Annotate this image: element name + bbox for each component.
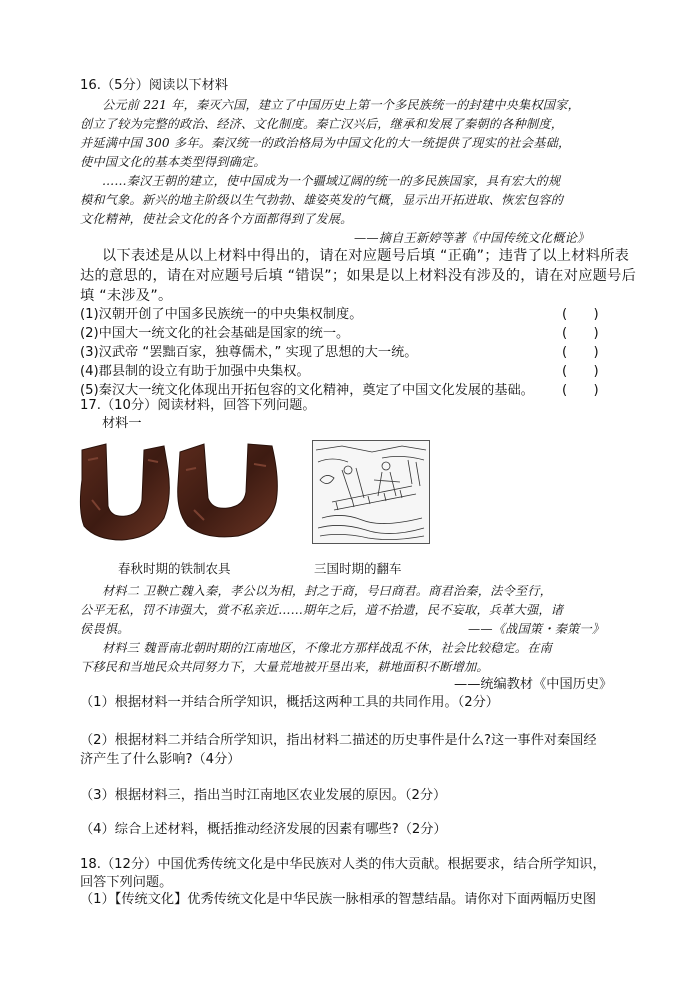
- q17-material2-line: 侯畏惧。: [80, 622, 130, 636]
- q16-header: 16.（5分）阅读以下材料: [80, 78, 229, 93]
- q17-question-2: （2）根据材料二并结合所学知识，指出材料二描述的历史事件是什么?这一事件对秦国经: [80, 733, 597, 748]
- answer-blank[interactable]: ( ): [562, 364, 599, 379]
- answer-blank[interactable]: ( ): [562, 383, 599, 398]
- answer-blank[interactable]: ( ): [562, 345, 599, 360]
- q17-material2-source: ——《战国策・秦策一》: [468, 622, 605, 636]
- q16-instruction-line: 填 “未涉及”。: [80, 288, 173, 304]
- q17-material3-source: ——统编教材《中国历史》: [454, 677, 613, 692]
- q16-source: ——摘自王新婷等著《中国传统文化概论》: [354, 231, 590, 245]
- q17-question-3: （3）根据材料三，指出当时江南地区农业发展的原因。（2分）: [80, 788, 447, 803]
- q17-material3-line: 材料三 魏晋南北朝时期的江南地区，不像北方那样战乱不休，社会比较稳定。在南: [102, 641, 553, 655]
- q16-item-4: (4)郡县制的设立有助于加强中央集权。: [80, 364, 310, 379]
- q16-item-1: (1)汉朝开创了中国多民族统一的中央集权制度。: [80, 307, 363, 322]
- caption-water-wheel: 三国时期的翻车: [314, 561, 402, 576]
- q16-material-line: 创立了较为完整的政治、经济、文化制度。秦亡汉兴后，继承和发展了秦朝的各种制度，: [80, 117, 564, 131]
- q16-material-line: 文化精神，使社会文化的各个方面都得到了发展。: [80, 212, 353, 226]
- q17-material2-line: 材料二 卫鞅亡魏入秦，孝公以为相，封之于商，号曰商君。商君治秦，法令至行，: [102, 584, 553, 598]
- q17-question-4: （4）综合上述材料，概括推动经济发展的因素有哪些?（2分）: [80, 822, 447, 837]
- q17-material3-line: 下移民和当地民众共同努力下，大量荒地被开垦出来，耕地面积不断增加。: [80, 660, 489, 674]
- q17-material1-label: 材料一: [102, 416, 142, 431]
- q17-question-2-cont: 济产生了什么影响?（4分）: [80, 752, 241, 767]
- q16-item-5: (5)秦汉大一统文化体现出开拓包容的文化精神，奠定了中国文化发展的基础。: [80, 383, 534, 398]
- q16-instruction-line: 达的意思的，请在对应题号后填 “错误”；如果是以上材料没有涉及的，请在对应题号后: [80, 268, 637, 284]
- q16-material-line: 模和气象。新兴的地主阶级以生气勃勃、雄姿英发的气概，显示出开拓进取、恢宏包容的: [80, 193, 564, 207]
- caption-iron-tools: 春秋时期的铁制农具: [118, 561, 231, 576]
- q17-header: 17.（10分）阅读材料，回答下列问题。: [80, 398, 316, 413]
- q16-material-line: 公元前 221 年，秦灭六国，建立了中国历史上第一个多民族统一的封建中央集权国家，: [102, 98, 580, 112]
- answer-blank[interactable]: ( ): [562, 326, 599, 341]
- q18-question-1: （1）【传统文化】优秀传统文化是中华民族一脉相承的智慧结晶。请你对下面两幅历史图: [80, 892, 597, 907]
- iron-farm-tools-image: [78, 440, 284, 544]
- q17-material2-line: 公平无私，罚不讳强大，赏不私亲近……期年之后，道不拾遗，民不妄取，兵革大强，诸: [80, 603, 564, 617]
- q16-material-line: 使中国文化的基本类型得到确定。: [80, 155, 266, 169]
- q16-material-line: 并延满中国 300 多年。秦汉统一的政治格局为中国文化的大一统提供了现实的社会基础，: [80, 136, 571, 150]
- q16-item-3: (3)汉武帝 “罢黜百家，独尊儒术，” 实现了思想的大一统。: [80, 345, 418, 360]
- answer-blank[interactable]: ( ): [562, 307, 599, 322]
- q16-item-2: (2)中国大一统文化的社会基础是国家的统一。: [80, 326, 350, 341]
- q16-instruction-line: 以下表述是从以上材料中得出的，请在对应题号后填 “正确”；违背了以上材料所表: [102, 248, 630, 264]
- q16-material-line: ……秦汉王朝的建立，使中国成为一个疆域辽阔的统一的多民族国家，具有宏大的规: [102, 174, 561, 188]
- q17-question-1: （1）根据材料一并结合所学知识，概括这两种工具的共同作用。（2分）: [80, 695, 499, 710]
- water-wheel-illustration: [312, 440, 430, 544]
- q18-header: 18.（12分）中国优秀传统文化是中华民族对人类的伟大贡献。根据要求，结合所学知识，: [80, 857, 606, 872]
- q18-header-cont: 回答下列问题。: [80, 875, 173, 890]
